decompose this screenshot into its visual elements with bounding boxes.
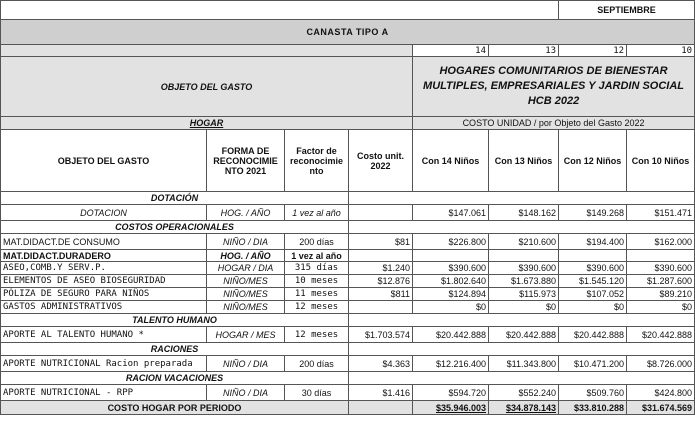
cell-objeto: GASTOS ADMINISTRATIVOS: [1, 301, 207, 314]
col-con-14: Con 14 Niños: [413, 130, 489, 192]
cell-costo-unit: $811: [349, 288, 413, 301]
cell-factor: 315 días: [285, 262, 349, 275]
col-con-13: Con 13 Niños: [489, 130, 559, 192]
cell-objeto: APORTE NUTRICIONAL Racion preparada: [1, 356, 207, 372]
cell-con-14: $0: [413, 301, 489, 314]
cell-con-14: [413, 250, 489, 262]
section-row: [1, 343, 695, 356]
child-count-row: [1, 45, 695, 57]
cell-forma: NIÑO/MES: [207, 275, 285, 288]
cell-objeto: ASEO,COMB.Y SERV.P.: [1, 262, 207, 275]
main-header-row: [1, 57, 695, 117]
total-con-10: $31.674.569: [627, 401, 695, 415]
title-row: [1, 20, 695, 45]
col-forma: FORMA DE RECONOCIMIE NTO 2021: [207, 130, 285, 192]
table-row: [1, 250, 695, 262]
cell-con-10: $424.800: [627, 385, 695, 401]
cell-costo-unit: [349, 205, 413, 221]
total-row: [1, 401, 695, 415]
cell-factor: 200 días: [285, 356, 349, 372]
cell-con-14: $12.216.400: [413, 356, 489, 372]
cell-con-12: [559, 250, 627, 262]
table-row: [1, 205, 695, 221]
month-label: SEPTIEMBRE: [559, 1, 695, 20]
cell-factor: 10 meses: [285, 275, 349, 288]
section-row: [1, 372, 695, 385]
cell-objeto: ELEMENTOS DE ASEO BIOSEGURIDAD: [1, 275, 207, 288]
table-row: [1, 301, 695, 314]
cell-objeto: PÓLIZA DE SEGURO PARA NIÑOS: [1, 288, 207, 301]
cell-objeto: MAT.DIDACT.DE CONSUMO: [1, 234, 207, 250]
cell-con-12: $509.760: [559, 385, 627, 401]
cell-factor: 1 vez al año: [285, 250, 349, 262]
table-row: [1, 288, 695, 301]
cell-costo-unit: [349, 301, 413, 314]
cell-objeto: MAT.DIDACT.DURADERO: [1, 250, 207, 262]
cell-con-14: $390.600: [413, 262, 489, 275]
cell-con-14: $124.894: [413, 288, 489, 301]
cell-forma: HOG. / AÑO: [207, 250, 285, 262]
cell-con-10: $0: [627, 301, 695, 314]
cell-objeto: APORTE NUTRICIONAL - RPP: [1, 385, 207, 401]
cell-con-10: $20.442.888: [627, 327, 695, 343]
cell-costo-unit: $12.876: [349, 275, 413, 288]
cell-con-13: $148.162: [489, 205, 559, 221]
cell-con-10: $151.471: [627, 205, 695, 221]
total-con-14: $35.946.003: [413, 401, 489, 415]
cell-con-12: $390.600: [559, 262, 627, 275]
cell-con-10: $390.600: [627, 262, 695, 275]
month-row: [1, 1, 695, 20]
page-title: CANASTA TIPO A: [1, 20, 695, 45]
section-row: [1, 192, 695, 205]
cell-costo-unit: $1.703.574: [349, 327, 413, 343]
cell-forma: NIÑO / DIA: [207, 356, 285, 372]
section-row: [1, 221, 695, 234]
table-row: [1, 385, 695, 401]
cell-con-12: $1.545.120: [559, 275, 627, 288]
cell-costo-unit: $4.363: [349, 356, 413, 372]
table-row: [1, 234, 695, 250]
col-con-10: Con 10 Niños: [627, 130, 695, 192]
cell-con-10: $1.287.600: [627, 275, 695, 288]
column-header-row: [1, 130, 695, 192]
cell-forma: HOGAR / DIA: [207, 262, 285, 275]
col-factor: Factor de reconocimie nto: [285, 130, 349, 192]
cell-con-13: $210.600: [489, 234, 559, 250]
cell-con-14: $20.442.888: [413, 327, 489, 343]
col-con-12: Con 12 Niños: [559, 130, 627, 192]
total-label: COSTO HOGAR POR PERIODO: [1, 401, 349, 415]
cell-con-10: $8.726.000: [627, 356, 695, 372]
cell-forma: NIÑO / DIA: [207, 385, 285, 401]
cell-costo-unit: $1.416: [349, 385, 413, 401]
section-talento: TALENTO HUMANO: [1, 314, 349, 327]
section-vacaciones: RACION VACACIONES: [1, 372, 349, 385]
cell-objeto: APORTE AL TALENTO HUMANO *: [1, 327, 207, 343]
cell-costo-unit: [349, 250, 413, 262]
cell-factor: 11 meses: [285, 288, 349, 301]
costo-unidad-label: COSTO UNIDAD / por Objeto del Gasto 2022: [413, 117, 695, 130]
cell-con-14: $226.800: [413, 234, 489, 250]
cell-costo-unit: $1.240: [349, 262, 413, 275]
cell-con-14: $1.802.640: [413, 275, 489, 288]
cell-forma: NIÑO / DIA: [207, 234, 285, 250]
total-con-13: $34.878.143: [489, 401, 559, 415]
hogares-title: HOGARES COMUNITARIOS DE BIENESTAR MULTIPLES, EMPRESARIALES Y JARDIN SOCIAL HCB 2022: [413, 57, 695, 117]
cell-con-13: [489, 250, 559, 262]
cell-con-13: $0: [489, 301, 559, 314]
cell-con-13: $20.442.888: [489, 327, 559, 343]
cell-factor: 12 meses: [285, 327, 349, 343]
count-10: 10: [627, 45, 695, 57]
cell-forma: NIÑO/MES: [207, 288, 285, 301]
table-row: [1, 275, 695, 288]
count-14: 14: [413, 45, 489, 57]
table-row: [1, 356, 695, 372]
cell-con-12: $20.442.888: [559, 327, 627, 343]
cell-con-10: $162.000: [627, 234, 695, 250]
cell-con-14: $594.720: [413, 385, 489, 401]
section-row: [1, 314, 695, 327]
cell-con-14: $147.061: [413, 205, 489, 221]
cell-con-12: $0: [559, 301, 627, 314]
cell-con-12: $107.052: [559, 288, 627, 301]
section-raciones: RACIONES: [1, 343, 349, 356]
cell-forma: HOG. / AÑO: [207, 205, 285, 221]
cell-objeto: DOTACION: [1, 205, 207, 221]
cell-con-13: $1.673.880: [489, 275, 559, 288]
hogar-label: HOGAR: [1, 117, 413, 130]
cell-con-12: $10.471.200: [559, 356, 627, 372]
total-con-12: $33.810.288: [559, 401, 627, 415]
count-13: 13: [489, 45, 559, 57]
cell-con-12: $149.268: [559, 205, 627, 221]
objeto-del-gasto-header: OBJETO DEL GASTO: [1, 57, 413, 117]
count-12: 12: [559, 45, 627, 57]
cell-factor: 12 meses: [285, 301, 349, 314]
section-operacionales: COSTOS OPERACIONALES: [1, 221, 349, 234]
cell-con-13: $11.343.800: [489, 356, 559, 372]
cell-costo-unit: $81: [349, 234, 413, 250]
cell-factor: 1 vez al año: [285, 205, 349, 221]
cell-con-13: $115.973: [489, 288, 559, 301]
section-dotacion: DOTACIÓN: [1, 192, 349, 205]
cell-con-13: $552.240: [489, 385, 559, 401]
cell-con-10: $89.210: [627, 288, 695, 301]
hogar-row: [1, 117, 695, 130]
table-row: [1, 327, 695, 343]
cell-con-12: $194.400: [559, 234, 627, 250]
table-row: [1, 262, 695, 275]
cell-factor: 200 días: [285, 234, 349, 250]
cell-con-13: $390.600: [489, 262, 559, 275]
col-objeto: OBJETO DEL GASTO: [1, 130, 207, 192]
col-costo-unit: Costo unit. 2022: [349, 130, 413, 192]
cell-con-10: [627, 250, 695, 262]
cell-forma: NIÑO/MES: [207, 301, 285, 314]
cell-factor: 30 días: [285, 385, 349, 401]
cell-forma: HOGAR / MES: [207, 327, 285, 343]
